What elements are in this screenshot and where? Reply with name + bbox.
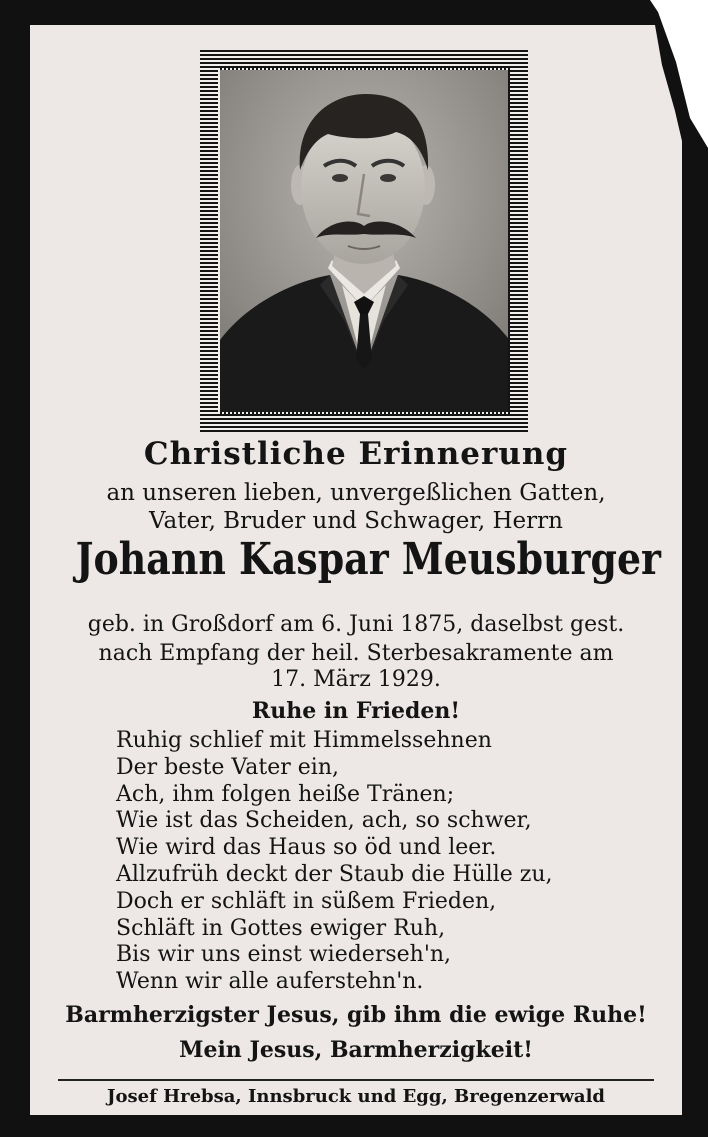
poem-line: Allzufrüh deckt der Staub die Hülle zu,	[116, 861, 553, 887]
poem-line: Doch er schläft in süßem Frieden,	[116, 888, 497, 914]
printer-imprint: Josef Hrebsa, Innsbruck und Egg, Bregenzerwald	[106, 1086, 606, 1107]
poem-line: Der beste Vater ein,	[116, 754, 339, 780]
dedication-line-1: an unseren lieben, unvergeßlichen Gatten,	[106, 480, 606, 506]
card-heading: Christliche Erinnerung	[143, 436, 569, 472]
portrait-illustration	[220, 70, 508, 412]
bio-line-3: 17. März 1929.	[271, 667, 441, 692]
poem-line: Wie ist das Scheiden, ach, so schwer,	[116, 808, 532, 834]
divider	[58, 1079, 654, 1081]
bio-line-1: geb. in Großdorf am 6. Juni 1875, daselbst gest.	[87, 612, 625, 637]
poem-line: Ruhig schlief mit Himmelssehnen	[116, 728, 492, 753]
deceased-name: Johann Kaspar Meusburger	[75, 534, 661, 585]
dedication-line-2: Vater, Bruder und Schwager, Herrn	[149, 508, 563, 534]
prayer-line-2: Mein Jesus, Barmherzigkeit!	[179, 1037, 533, 1063]
poem-line: Wenn wir alle auferstehn'n.	[116, 969, 424, 995]
prayer-line-1: Barmherzigster Jesus, gib ihm die ewige Ruhe!	[65, 1002, 647, 1028]
poem-line: Wie wird das Haus so öd und leer.	[116, 835, 497, 861]
poem-line: Bis wir uns einst wiederseh'n,	[116, 942, 452, 968]
bio-line-2: nach Empfang der heil. Sterbesakramente am	[98, 641, 614, 666]
poem-line: Schläft in Gottes ewiger Ruh,	[116, 915, 446, 941]
poem-line: Ach, ihm folgen heiße Tränen;	[116, 781, 455, 807]
rest-in-peace: Ruhe in Frieden!	[251, 698, 461, 724]
portrait-photo	[220, 70, 508, 412]
memorial-poem	[116, 728, 636, 996]
